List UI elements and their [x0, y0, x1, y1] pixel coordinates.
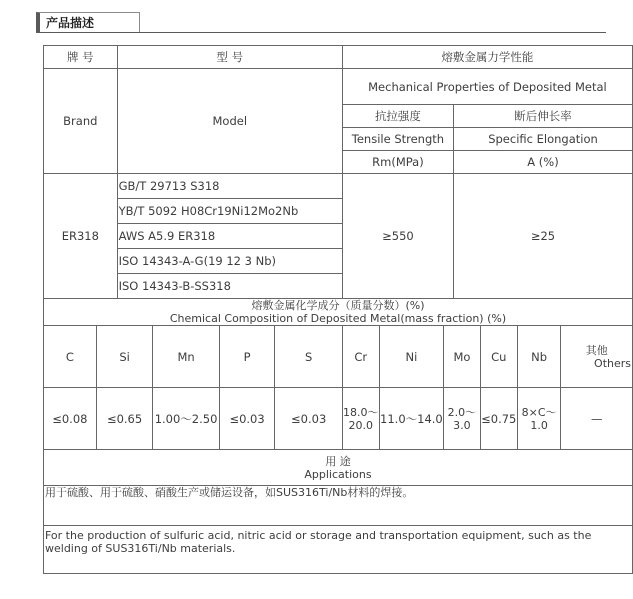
- tensile-header-cn: 抗拉强度: [342, 105, 453, 128]
- model-header-en: Model: [117, 69, 342, 174]
- element-value: 8×C～1.0: [517, 388, 561, 450]
- model-value: GB/T 29713 S318: [117, 174, 342, 199]
- element-value: —: [561, 388, 633, 450]
- applications-text-en: For the production of sulfuric acid, nitric acid or storage and transportation equipment, such as the welding of SUS316Ti/Nb materials.: [44, 526, 633, 574]
- element-header: Mn: [153, 326, 219, 388]
- model-value: ISO 14343-B-SS318: [117, 274, 342, 299]
- element-value: 2.0～3.0: [444, 388, 481, 450]
- applications-title: [44, 450, 633, 486]
- model-value: ISO 14343-A-G(19 12 3 Nb): [117, 249, 342, 274]
- elong-header-en: Specific Elongation: [453, 128, 632, 151]
- product-spec-table: [43, 45, 633, 574]
- elong-unit: A (%): [453, 151, 632, 174]
- tensile-value: ≥550: [342, 174, 453, 299]
- model-value: AWS A5.9 ER318: [117, 224, 342, 249]
- tensile-unit: Rm(MPa): [342, 151, 453, 174]
- tensile-header-en: Tensile Strength: [342, 128, 453, 151]
- element-header: Ni: [379, 326, 443, 388]
- chem-title-cn: 熔敷金属化学成分（质量分数）(%): [251, 299, 425, 312]
- element-value: 1.00～2.50: [153, 388, 219, 450]
- section-divider: [36, 32, 606, 33]
- element-value: ≤0.65: [96, 388, 153, 450]
- element-value: 11.0～14.0: [379, 388, 443, 450]
- element-value: 18.0～20.0: [342, 388, 379, 450]
- applications-title-cn: 用 途: [325, 454, 351, 468]
- others-header-cn: 其他: [585, 343, 608, 357]
- element-value: ≤0.75: [480, 388, 517, 450]
- element-header: Si: [96, 326, 153, 388]
- element-header: C: [44, 326, 97, 388]
- chem-title-en: Chemical Composition of Deposited Metal(mass fraction) (%): [169, 312, 507, 325]
- element-header: Mo: [444, 326, 481, 388]
- brand-value: ER318: [44, 174, 118, 299]
- brand-header-en: Brand: [44, 69, 118, 174]
- element-header: Cu: [480, 326, 517, 388]
- others-header: [561, 326, 633, 388]
- brand-header-cn: 牌 号: [44, 46, 118, 69]
- others-header-en: Others: [594, 356, 631, 370]
- element-value: ≤0.03: [275, 388, 342, 450]
- element-value: ≤0.03: [219, 388, 275, 450]
- section-title-tab: 产品描述: [36, 12, 140, 32]
- elong-value: ≥25: [453, 174, 632, 299]
- element-header: P: [219, 326, 275, 388]
- chem-title: [44, 299, 633, 326]
- elong-header-cn: 断后伸长率: [453, 105, 632, 128]
- element-header: Nb: [517, 326, 561, 388]
- model-header-cn: 型 号: [117, 46, 342, 69]
- model-value: YB/T 5092 H08Cr19Ni12Mo2Nb: [117, 199, 342, 224]
- applications-title-en: Applications: [304, 467, 372, 481]
- element-header: Cr: [342, 326, 379, 388]
- applications-text-cn: 用于硫酸、用于硫酸、硝酸生产或储运设备，如SUS316Ti/Nb材料的焊接。: [44, 486, 633, 526]
- mech-header-cn: 熔敷金属力学性能: [342, 46, 632, 69]
- mech-header-en: Mechanical Properties of Deposited Metal: [342, 69, 632, 105]
- element-header: S: [275, 326, 342, 388]
- element-value: ≤0.08: [44, 388, 97, 450]
